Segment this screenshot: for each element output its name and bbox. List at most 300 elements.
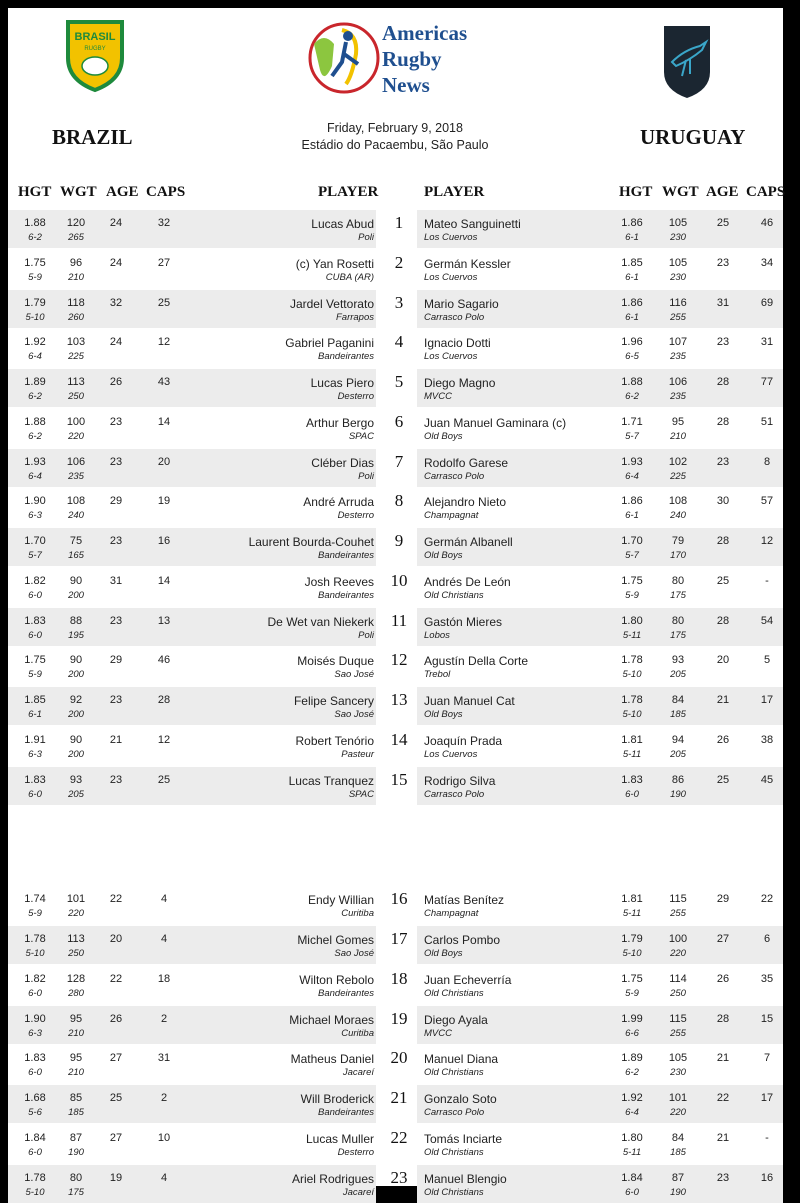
weight-kg: 108 (668, 495, 688, 508)
age: 23 (716, 336, 730, 349)
jersey-number: 1 (394, 213, 404, 232)
jersey-number: 2 (394, 252, 404, 272)
uruguay-player-row (417, 687, 783, 725)
caps: - (765, 1131, 769, 1144)
player-name: Ariel Rodrigues (291, 1171, 374, 1186)
jersey-number: 8 (394, 491, 404, 511)
weight-lb: 220 (68, 430, 84, 442)
height-m: 1.80 (621, 614, 643, 627)
caps: 2 (160, 1012, 168, 1025)
club-name: Sao José (334, 669, 374, 681)
weight-lb: 255 (670, 908, 686, 920)
caps: 34 (760, 256, 774, 269)
club-name: Curitiba (341, 1027, 374, 1039)
player-name: Lucas Piero (310, 376, 374, 390)
height-m: 1.93 (24, 455, 46, 468)
caps: 18 (157, 972, 171, 985)
age: 26 (109, 376, 123, 388)
height-ft: 6-6 (625, 1027, 639, 1039)
caps: 31 (157, 1052, 171, 1065)
height-m: 1.79 (24, 296, 46, 309)
weight-kg: 115 (669, 893, 687, 906)
caps: 22 (760, 893, 774, 906)
height-ft: 6-2 (28, 232, 42, 243)
uruguay-player-row (417, 1006, 783, 1044)
uruguay-player-row (417, 210, 783, 248)
weight-lb: 250 (68, 391, 84, 402)
height-m: 1.82 (24, 574, 46, 587)
jersey-number: 7 (394, 451, 404, 471)
height-ft: 5-7 (625, 550, 639, 561)
caps: 35 (760, 972, 774, 985)
brazil-player-row (8, 449, 376, 487)
age: 23 (109, 694, 123, 706)
caps: 31 (760, 336, 774, 349)
weight-kg: 101 (66, 893, 86, 906)
height-m: 1.88 (24, 217, 46, 229)
player-name: Juan Echeverría (424, 972, 512, 987)
caps: 77 (760, 376, 774, 388)
caps: 17 (760, 1092, 774, 1104)
height-ft: 6-4 (28, 470, 42, 482)
uruguay-rugby-badge (660, 20, 714, 100)
club-name: Jacareí (342, 1067, 374, 1079)
caps: 28 (157, 694, 171, 706)
caps: 69 (760, 296, 774, 309)
player-name: Alejandro Nieto (424, 495, 507, 510)
jersey-number: 15 (390, 769, 408, 789)
home-team-name: BRAZIL (52, 125, 133, 149)
player-name: Rodolfo Garese (424, 455, 509, 470)
age: 22 (109, 972, 123, 985)
club-name: Desterro (337, 510, 374, 522)
rugby-ball-icon (82, 57, 108, 75)
player-name: Agustín Della Corte (424, 654, 529, 669)
caps: 45 (760, 773, 774, 786)
club-name: SPAC (348, 788, 374, 800)
player-name: Ignacio Dotti (424, 336, 491, 351)
weight-kg: 90 (69, 574, 83, 587)
weight-kg: 87 (671, 1171, 685, 1184)
club-name: Bandeirantes (318, 589, 374, 601)
height-ft: 6-1 (28, 709, 42, 720)
americas-rugby-news-logo (302, 14, 492, 104)
col-header-player-right: PLAYER (424, 184, 485, 200)
weight-kg: 114 (669, 972, 687, 985)
weight-kg: 75 (69, 535, 83, 547)
uruguay-player-row (417, 926, 783, 964)
jersey-number: 20 (390, 1048, 408, 1068)
height-m: 1.81 (621, 893, 643, 906)
height-ft: 5-6 (28, 1107, 42, 1118)
player-name: Tomás Inciarte (424, 1131, 503, 1146)
caps: 13 (157, 614, 171, 627)
age: 21 (716, 1052, 730, 1065)
age: 23 (109, 415, 123, 428)
match-venue: Estádio do Pacaembu, São Paulo (301, 138, 489, 152)
age: 23 (716, 1171, 730, 1184)
height-ft: 6-0 (625, 1186, 639, 1198)
away-team-name: URUGUAY (640, 125, 746, 149)
player-name: Endy Willian (307, 893, 374, 908)
weight-lb: 220 (670, 948, 686, 959)
weight-kg: 103 (66, 336, 86, 349)
weight-kg: 90 (69, 654, 83, 667)
height-m: 1.75 (621, 972, 643, 985)
weight-kg: 101 (668, 1092, 688, 1104)
uruguay-player-row (417, 329, 783, 367)
height-m: 1.90 (24, 1012, 46, 1025)
brazil-player-row (8, 290, 376, 328)
age: 25 (109, 1092, 123, 1104)
age: 19 (109, 1171, 123, 1184)
player-name: Josh Reeves (304, 574, 374, 589)
age: 20 (109, 933, 123, 945)
brazil-player-row (8, 488, 376, 526)
weight-kg: 85 (69, 1092, 83, 1104)
age: 24 (109, 256, 123, 269)
player-name: Rodrigo Silva (424, 773, 496, 788)
col-header-wgt-right: WGT (662, 184, 699, 200)
height-ft: 5-9 (625, 987, 639, 999)
weight-lb: 205 (68, 788, 84, 800)
brazil-player-row (8, 369, 376, 407)
age: 30 (716, 495, 730, 508)
club-name: Trebol (424, 669, 451, 681)
jersey-number: 19 (390, 1008, 408, 1028)
height-m: 1.70 (24, 535, 46, 547)
age: 25 (716, 217, 730, 229)
height-m: 1.78 (621, 654, 643, 667)
height-ft: 6-0 (28, 1067, 42, 1079)
weight-kg: 84 (671, 1131, 685, 1144)
age: 27 (109, 1131, 123, 1144)
weight-kg: 96 (69, 256, 83, 269)
club-name: Old Boys (424, 430, 463, 442)
brazil-badge-text-2: RUGBY (84, 46, 106, 52)
club-name: SPAC (348, 430, 374, 442)
brazil-rugby-badge (60, 14, 130, 94)
weight-lb: 235 (68, 470, 84, 482)
weight-lb: 255 (670, 1027, 686, 1039)
weight-kg: 80 (69, 1171, 83, 1184)
weight-kg: 94 (671, 733, 685, 746)
weight-lb: 230 (670, 271, 686, 283)
brazil-player-row (8, 1125, 376, 1163)
weight-kg: 105 (668, 1052, 688, 1065)
player-name: Diego Ayala (424, 1012, 488, 1027)
caps: 32 (157, 217, 171, 229)
brazil-player-row (8, 727, 376, 765)
caps: 17 (760, 694, 774, 706)
weight-kg: 107 (668, 336, 688, 349)
caps: 46 (157, 654, 171, 667)
player-name: Gonzalo Soto (424, 1092, 497, 1106)
jersey-number: 6 (394, 411, 404, 431)
caps: 54 (760, 614, 774, 627)
jersey-number: 21 (390, 1088, 408, 1107)
height-ft: 5-11 (622, 748, 642, 760)
age: 28 (716, 535, 730, 547)
weight-lb: 200 (68, 589, 84, 601)
height-m: 1.83 (24, 1052, 46, 1065)
height-m: 1.89 (621, 1052, 643, 1065)
logo-text-news: News (382, 73, 430, 97)
weight-lb: 230 (670, 1067, 686, 1079)
caps: 27 (157, 256, 171, 269)
weight-lb: 175 (68, 1186, 84, 1198)
player-name: Andrés De León (424, 574, 511, 589)
height-m: 1.75 (24, 256, 46, 269)
age: 31 (716, 296, 730, 309)
brazil-player-row (8, 886, 376, 924)
height-m: 1.80 (621, 1131, 643, 1144)
weight-lb: 205 (670, 669, 686, 681)
height-m: 1.90 (24, 495, 46, 508)
height-m: 1.91 (24, 733, 46, 746)
weight-lb: 240 (68, 510, 84, 522)
age: 25 (716, 574, 730, 587)
player-name: (c) Yan Rosetti (295, 256, 374, 271)
age: 27 (716, 933, 730, 945)
uruguay-player-row (417, 568, 783, 606)
height-ft: 5-10 (622, 669, 642, 681)
col-header-hgt-left: HGT (18, 184, 52, 200)
uruguay-player-row (417, 608, 783, 646)
height-ft: 6-1 (625, 311, 639, 323)
weight-lb: 190 (670, 788, 686, 800)
brazil-player-row (8, 767, 376, 805)
player-name: Matías Benítez (424, 893, 505, 908)
height-ft: 6-3 (28, 510, 42, 522)
uruguay-player-row (417, 647, 783, 685)
club-name: Bandeirantes (318, 987, 374, 999)
brazil-player-row (8, 966, 376, 1004)
caps: 12 (157, 336, 171, 349)
brazil-player-row (8, 647, 376, 685)
height-m: 1.82 (24, 972, 46, 985)
age: 28 (716, 614, 730, 627)
match-info (300, 120, 490, 154)
age: 29 (109, 495, 123, 508)
player-name: Michael Moraes (289, 1012, 374, 1027)
club-name: Old Christians (424, 1146, 484, 1158)
weight-kg: 92 (69, 694, 83, 706)
club-name: Curitiba (341, 908, 374, 920)
height-ft: 6-0 (28, 629, 42, 641)
height-m: 1.81 (621, 733, 643, 746)
player-name: Joaquín Prada (424, 733, 503, 748)
age: 23 (716, 256, 730, 269)
caps: 19 (157, 495, 171, 508)
age: 24 (109, 217, 123, 229)
club-name: Bandeirantes (318, 550, 374, 561)
club-name: Old Christians (424, 589, 484, 601)
brazil-player-row (8, 528, 376, 566)
club-name: Carrasco Polo (424, 788, 485, 800)
weight-lb: 225 (670, 470, 686, 482)
weight-lb: 240 (670, 510, 686, 522)
club-name: Poli (358, 470, 374, 482)
height-ft: 5-10 (25, 1186, 45, 1198)
age: 26 (716, 972, 730, 985)
weight-kg: 95 (69, 1012, 83, 1025)
caps: 38 (760, 733, 774, 746)
height-m: 1.70 (621, 535, 643, 547)
height-m: 1.86 (621, 217, 643, 229)
height-ft: 5-10 (25, 311, 45, 323)
height-m: 1.68 (24, 1092, 46, 1104)
height-m: 1.78 (621, 694, 643, 706)
club-name: Poli (358, 232, 374, 243)
col-header-age-left: AGE (106, 184, 139, 200)
brazil-player-row (8, 210, 376, 248)
club-name: MVCC (424, 391, 452, 402)
height-m: 1.88 (621, 376, 643, 388)
age: 26 (716, 733, 730, 746)
age: 22 (716, 1092, 730, 1104)
height-ft: 6-1 (625, 232, 639, 243)
player-name: Manuel Blengio (424, 1171, 507, 1186)
player-name: Arthur Bergo (305, 415, 374, 430)
age: 24 (109, 336, 123, 349)
uruguay-player-row (417, 250, 783, 288)
col-header-hgt-right: HGT (619, 184, 653, 200)
club-name: Bandeirantes (318, 1107, 374, 1118)
age: 31 (109, 574, 123, 587)
uruguay-player-row (417, 966, 783, 1004)
height-ft: 5-7 (28, 550, 42, 561)
age: 21 (716, 1131, 730, 1144)
age: 22 (109, 893, 123, 906)
brazil-player-row (8, 1045, 376, 1083)
uruguay-player-row (417, 449, 783, 487)
weight-lb: 235 (670, 351, 686, 363)
height-m: 1.84 (24, 1131, 46, 1144)
weight-kg: 113 (67, 933, 85, 945)
jersey-number: 23 (390, 1167, 408, 1187)
caps: 16 (157, 535, 171, 547)
club-name: Sao José (334, 948, 374, 959)
col-header-caps-left: CAPS (146, 184, 186, 200)
weight-lb: 190 (670, 1186, 686, 1198)
player-name: Gabriel Paganini (285, 336, 374, 351)
jersey-number: 9 (394, 531, 404, 550)
height-ft: 5-9 (625, 589, 639, 601)
club-name: Carrasco Polo (424, 470, 485, 482)
club-name: Champagnat (424, 908, 479, 920)
age: 23 (109, 773, 123, 786)
brazil-player-row (8, 1085, 376, 1123)
club-name: Old Boys (424, 709, 463, 720)
player-name: Wilton Rebolo (299, 972, 374, 987)
club-name: Poli (358, 629, 374, 641)
age: 27 (109, 1052, 123, 1065)
player-name: Lucas Tranquez (288, 773, 374, 788)
jersey-number: 16 (390, 889, 408, 909)
weight-kg: 102 (668, 455, 688, 468)
club-name: Los Cuervos (424, 271, 478, 283)
weight-kg: 87 (69, 1131, 83, 1144)
weight-lb: 280 (68, 987, 84, 999)
height-m: 1.88 (24, 415, 46, 428)
age: 29 (716, 893, 730, 906)
weight-kg: 100 (668, 933, 688, 945)
weight-lb: 265 (68, 232, 84, 243)
brazil-player-row (8, 926, 376, 964)
height-ft: 6-4 (625, 1107, 639, 1118)
weight-kg: 80 (671, 614, 685, 627)
logo-text-rugby: Rugby (382, 47, 442, 71)
weight-lb: 220 (670, 1107, 686, 1118)
club-name: CUBA (AR) (325, 271, 374, 283)
weight-lb: 210 (68, 271, 84, 283)
height-ft: 6-0 (28, 788, 42, 800)
weight-lb: 190 (68, 1146, 84, 1158)
weight-kg: 80 (671, 574, 685, 587)
club-name: Sao José (334, 709, 374, 720)
club-name: Los Cuervos (424, 232, 478, 243)
brazil-player-row (8, 1006, 376, 1044)
height-ft: 6-1 (625, 271, 639, 283)
age: 28 (716, 415, 730, 428)
uruguay-player-row (417, 727, 783, 765)
club-name: Desterro (337, 391, 374, 402)
weight-lb: 185 (670, 1146, 686, 1158)
weight-kg: 100 (66, 415, 86, 428)
height-ft: 6-4 (28, 351, 42, 363)
height-ft: 6-1 (625, 510, 639, 522)
age: 23 (109, 614, 123, 627)
height-ft: 6-2 (625, 391, 639, 402)
weight-lb: 200 (68, 748, 84, 760)
weight-lb: 260 (68, 311, 84, 323)
player-globe-icon (302, 14, 382, 104)
player-name: Moisés Duque (297, 654, 374, 669)
height-ft: 5-7 (625, 430, 639, 442)
age: 20 (716, 654, 730, 667)
player-name: Gastón Mieres (424, 614, 503, 629)
jersey-number: 22 (390, 1127, 408, 1147)
age: 32 (109, 296, 123, 309)
height-m: 1.75 (621, 574, 643, 587)
age: 25 (716, 773, 730, 786)
caps: 46 (760, 217, 774, 229)
height-m: 1.83 (24, 614, 46, 627)
weight-kg: 105 (668, 256, 688, 269)
height-ft: 6-2 (28, 391, 42, 402)
weight-kg: 105 (668, 217, 688, 229)
brazil-player-row (8, 687, 376, 725)
weight-lb: 210 (68, 1027, 84, 1039)
player-name: Lucas Muller (305, 1131, 374, 1146)
jersey-number: 11 (390, 610, 408, 630)
player-name: Laurent Bourda-Couhet (248, 535, 374, 549)
weight-lb: 175 (670, 629, 686, 641)
height-m: 1.83 (24, 773, 46, 786)
height-ft: 6-0 (625, 788, 639, 800)
jersey-number: 3 (394, 292, 404, 312)
age: 26 (109, 1012, 123, 1025)
weight-kg: 95 (671, 415, 685, 428)
brazil-badge-text-1: BRASIL (74, 31, 116, 43)
height-ft: 6-3 (28, 748, 42, 760)
height-ft: 6-2 (28, 430, 42, 442)
height-m: 1.86 (621, 296, 643, 309)
height-ft: 5-9 (28, 271, 42, 283)
club-name: Farrapos (335, 311, 374, 323)
uruguay-player-row (417, 1165, 783, 1203)
